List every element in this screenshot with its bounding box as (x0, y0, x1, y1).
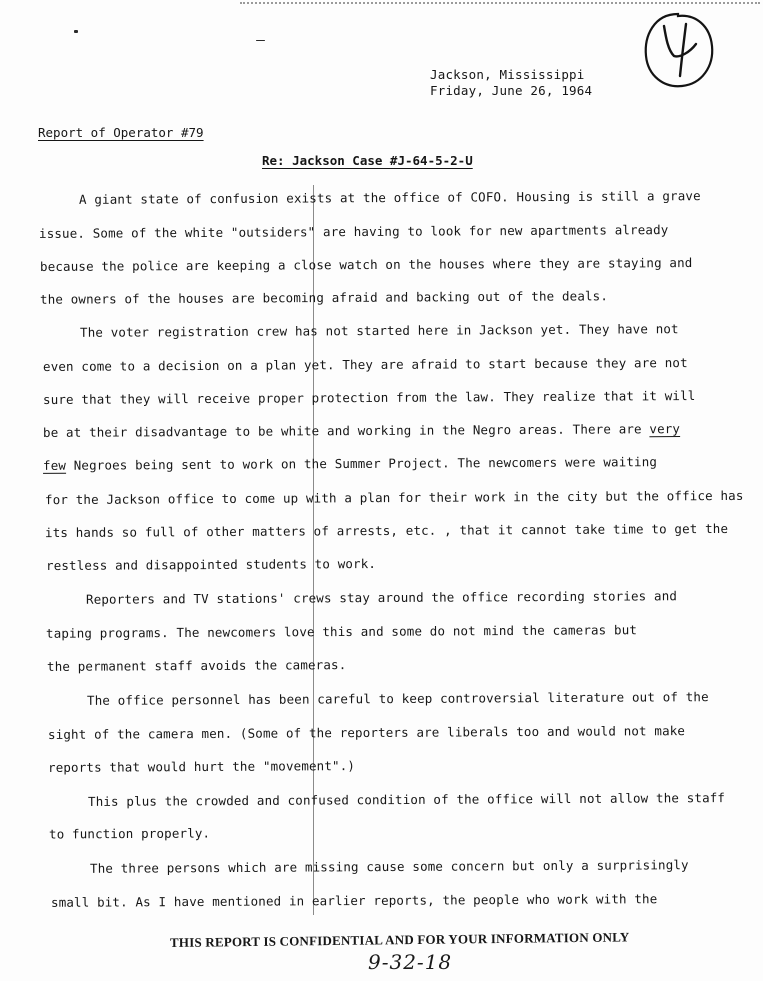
body-line: because the police are keeping a close watch on the houses where they are staying and (39, 255, 693, 274)
underlined-word: few (42, 457, 67, 473)
body-line: small bit. As I have mentioned in earlier reports, the people who work with the (50, 891, 658, 910)
body-line: Reporters and TV stations' crews stay around the office recording stories and (85, 588, 678, 607)
handwritten-file-number: 9-32-18 (368, 950, 453, 974)
body-line: taping programs. The newcomers love this and some do not mind the cameras but (45, 622, 638, 641)
body-line: This plus the crowded and confused condition of the office will not allow the staff (87, 790, 726, 809)
underlined-word: very (649, 421, 681, 437)
body-line: even come to a decision on a plan yet. They are afraid to start because they are not (42, 355, 688, 374)
body-line: restless and disappointed students to work. (45, 555, 377, 574)
body-line: the permanent staff avoids the cameras. (46, 657, 347, 674)
page-mark-text: 4 (640, 10, 641, 11)
report-heading: Report of Operator #79 (38, 125, 204, 140)
body-line: The office personnel has been careful to keep controversial literature out of the (86, 689, 709, 708)
scan-speck (256, 40, 265, 41)
body-line: for the Jackson office to come up with a plan for their work in the city but the office has (44, 487, 744, 508)
body-line: sight of the camera men. (Some of the reporters are liberals too and would not make (47, 723, 686, 742)
confidentiality-notice: THIS REPORT IS CONFIDENTIAL AND FOR YOUR INFORMATION ONLY (169, 929, 630, 950)
body-line-with-underline (43, 454, 657, 473)
scan-speck (74, 30, 78, 33)
body-line: The three persons which are missing cause some concern but only a surprisingly (89, 857, 689, 876)
body-line-text: Negroes being sent to work on the Summer Project. The newcomers were waiting (65, 454, 658, 473)
body-line: issue. Some of the white "outsiders" are having to look for new apartments already (38, 222, 669, 241)
body-line-text: be at their disadvantage to be white and working in the Negro areas. There are (42, 421, 650, 440)
case-reference: Re: Jackson Case #J-64-5-2-U (262, 153, 473, 168)
body-line-with-underline (43, 421, 680, 440)
body-line: reports that would hurt the "movement".) (47, 758, 356, 775)
body-line: its hands so full of other matters of arrests, etc. , that it cannot take time to get the (44, 520, 729, 541)
handwritten-page-mark (640, 10, 716, 90)
body-line: A giant state of confusion exists at the office of COFO. Housing is still a grave (78, 188, 701, 207)
body-line: to function properly. (48, 825, 211, 842)
body-line: sure that they will receive proper protection from the law. They realize that it will (42, 388, 696, 407)
page-top-dotted-edge (240, 2, 760, 6)
body-line: the owners of the houses are becoming afraid and backing out of the deals. (39, 288, 609, 307)
body-line: The voter registration crew has not started here in Jackson yet. They have not (79, 321, 679, 340)
dateline-place: Jackson, Mississippi (430, 67, 585, 82)
dateline-date: Friday, June 26, 1964 (430, 83, 593, 98)
